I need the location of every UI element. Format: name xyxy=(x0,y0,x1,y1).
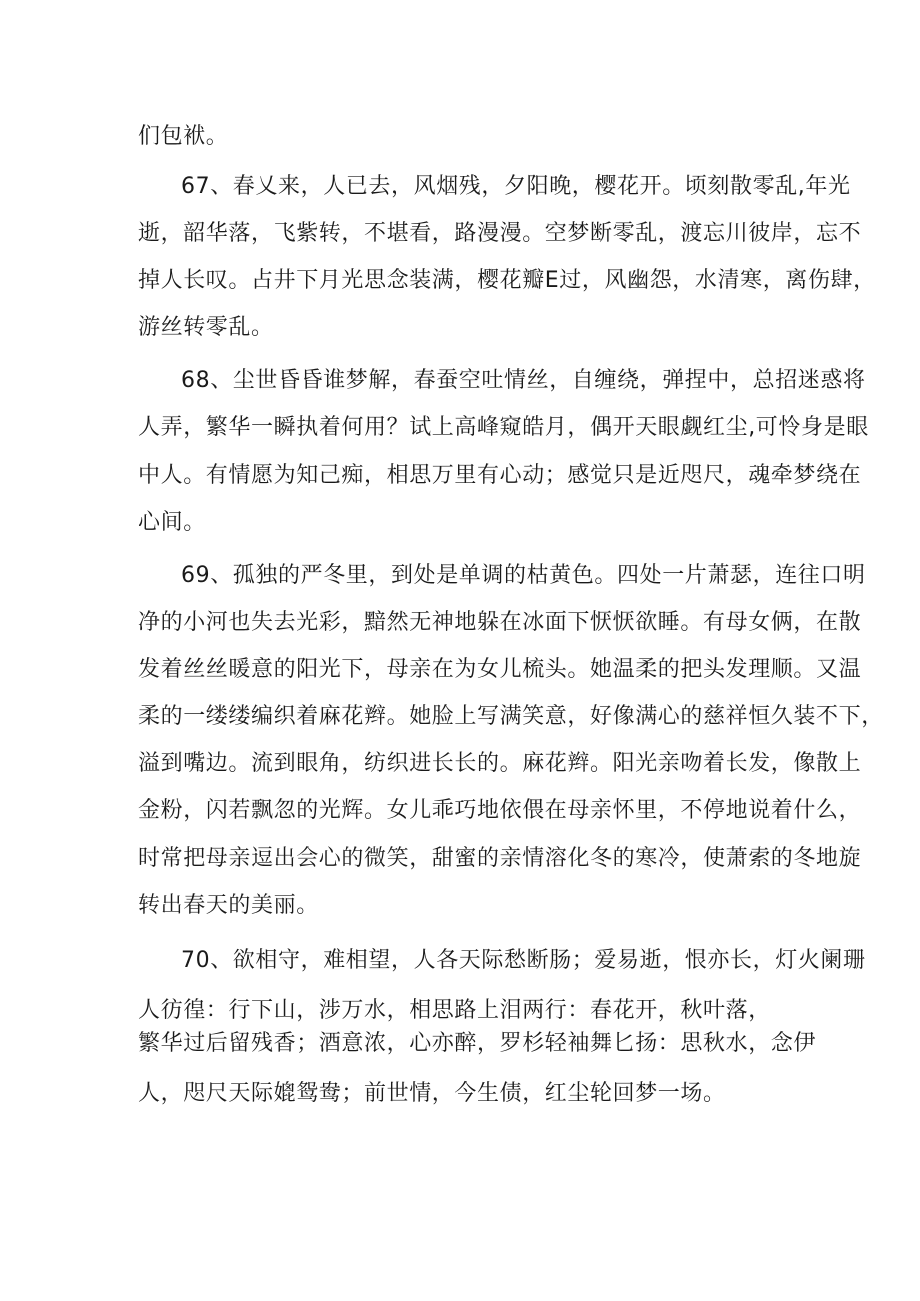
paragraph-69-line-1: 69、孤独的严冬里，到处是单调的枯黄色。四处一片萧瑟，连往口明 xyxy=(181,563,866,588)
text-line: 逝，韶华落，飞紫转，不堪看，路漫漫。空梦断零乱，渡忘川彼岸，忘不 xyxy=(138,221,862,246)
text-line: 人彷徨：行下山，涉万水，相思路上泪两行：春花开，秋叶落， xyxy=(138,998,771,1023)
text-line: 游丝转零乱。 xyxy=(138,315,274,340)
text-line: 时常把母亲逗出会心的微笑，甜蜜的亲情溶化冬的寒冷，使萧索的冬地旋 xyxy=(138,846,862,871)
paragraph-67-line-1: 67、春乂来，人已去，风烟残，夕阳晚，樱花开。顷刻散零乱,年光 xyxy=(181,174,851,199)
text-line: 掉人长叹。占井下月光思念装满，樱花瓣E过，风幽怨，水清寒，离伤肆， xyxy=(138,268,876,293)
text-line: 人弄，繁华一瞬执着何用？试上高峰窥皓月，偶开天眼觑红尘,可怜身是眼 xyxy=(138,415,869,440)
paragraph-70-line-1: 70、欲相守，难相望，人各天际愁断肠；爱易逝，恨亦长，灯火阑珊 xyxy=(181,948,866,973)
text-line: 金粉，闪若飘忽的光辉。女儿乖巧地依偎在母亲怀里，不停地说着什么， xyxy=(138,798,862,823)
text-line: 中人。有情愿为知己痴，相思万里有心动；感觉只是近咫尺，魂牵梦绕在 xyxy=(138,463,862,488)
text-line: 心间。 xyxy=(138,510,206,535)
text-line: 溢到嘴边。流到眼角，纺织进长长的。麻花辫。阳光亲吻着长发，像散上 xyxy=(138,751,862,776)
paragraph-68-line-1: 68、尘世昏昏谁梦解，春蚕空吐情丝，自缠绕，弹捏中，总招迷惑将 xyxy=(181,368,866,393)
text-line: 柔的一缕缕编织着麻花辫。她脸上写满笑意，好像满心的慈祥恒久装不下， xyxy=(138,704,884,729)
text-line: 们包袱。 xyxy=(138,124,229,149)
text-line: 转出春天的美丽。 xyxy=(138,893,319,918)
text-line: 净的小河也失去光彩，黯然无神地躲在冰面下恹恹欲睡。有母女俩，在散 xyxy=(138,610,862,635)
text-line: 发着丝丝暖意的阳光下，母亲在为女儿梳头。她温柔的把头发理顺。又温 xyxy=(138,657,862,682)
text-line: 繁华过后留残香；酒意浓，心亦醉，罗杉轻袖舞匕扬：思秋水，念伊 xyxy=(138,1031,817,1056)
text-line: 人，咫尺天际媲鸳鸯；前世情，今生债，红尘轮回梦一场。 xyxy=(138,1081,726,1106)
